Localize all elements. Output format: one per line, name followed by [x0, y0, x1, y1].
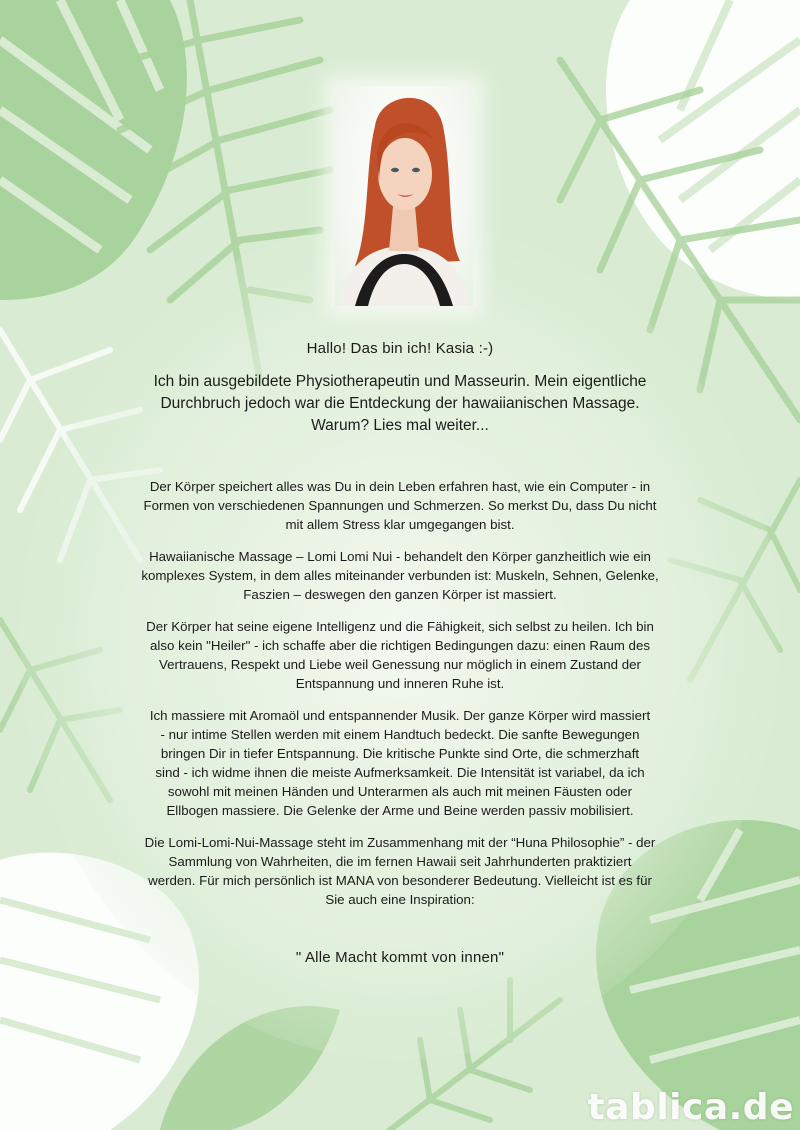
greeting: Hallo! Das bin ich! Kasia :-)	[306, 340, 494, 357]
text-line: Ellbogen massiere. Die Gelenke der Arme und Beine werden passiv mobilisiert.	[166, 803, 634, 818]
text-line: Entspannung und inneren Ruhe ist.	[295, 676, 505, 691]
text-line: Sammlung von Wahrheiten, die im fernen Hawaii seit Jahrhunderten praktiziert	[168, 854, 632, 869]
text-line: Vertrauens, Respekt und Liebe weil Genessung nur möglich in einem Zustand der	[159, 657, 641, 672]
text-line: sind - ich widme ihnen die meiste Aufmerksamkeit. Die Intensität ist variabel, da ich	[155, 765, 645, 780]
intro-line: Warum? Lies mal weiter...	[311, 417, 489, 434]
paragraph-body-intelligence	[80, 617, 720, 693]
intro-text	[80, 371, 720, 437]
text-line: Faszien – deswegen den ganzen Körper ist massiert.	[243, 587, 557, 602]
text-line: - nur intime Stellen werden mit einem Handtuch bedeckt. Die sanfte Bewegungen	[160, 727, 640, 742]
text-line: Der Körper hat seine eigene Intelligenz und die Fähigkeit, sich selbst zu heilen. Ich bin	[146, 619, 654, 634]
text-line: Ich massiere mit Aromaöl und entspannender Musik. Der ganze Körper wird massiert	[149, 708, 651, 723]
text-line: mit allem Stress klar umgegangen bist.	[285, 517, 515, 532]
paragraph-huna-philosophy	[80, 833, 720, 909]
portrait-photo	[335, 86, 473, 306]
intro-line: Ich bin ausgebildete Physiotherapeutin und Masseurin. Mein eigentliche	[153, 373, 647, 390]
text-line: Der Körper speichert alles was Du in dein Leben erfahren hast, wie ein Computer - in	[149, 479, 651, 494]
text-line: Formen von verschiedenen Spannungen und Schmerzen. So merkst Du, dass Du nicht	[143, 498, 657, 513]
text-line: komplexes System, in dem alles miteinander verbunden ist: Muskeln, Sehnen, Gelenke,	[141, 568, 659, 583]
text-line: werden. Für mich persönlich ist MANA von besonderer Bedeutung. Vielleicht ist es für	[148, 873, 652, 888]
text-line: also kein "Heiler" - ich schaffe aber die richtigen Bedingungen dazu: einen Raum des	[149, 638, 650, 653]
paragraph-massage-method	[80, 706, 720, 820]
main-text	[80, 340, 720, 966]
watermark: tablica.de	[587, 1087, 794, 1128]
text-line: Die Lomi-Lomi-Nui-Massage steht im Zusammenhang mit der “Huna Philosophie” - der	[144, 835, 656, 850]
woman-portrait-icon	[335, 86, 473, 306]
text-line: bringen Dir in tiefer Entspannung. Die kritische Punkte sind Orte, die schmerzhaft	[160, 746, 640, 761]
text-line: Sie auch eine Inspiration:	[325, 892, 475, 907]
text-line: Hawaiianische Massage – Lomi Lomi Nui - behandelt den Körper ganzheitlich wie ein	[149, 549, 651, 564]
closing-quote: " Alle Macht kommt von innen"	[295, 949, 505, 966]
intro-line: Durchbruch jedoch war die Entdeckung der hawaiianischen Massage.	[160, 395, 640, 412]
text-line: sowohl mit meinen Händen und Unterarmen als auch mit meinen Fäusten oder	[167, 784, 633, 799]
paragraph-body-memory	[80, 477, 720, 534]
paragraph-hawaiian-massage	[80, 547, 720, 604]
